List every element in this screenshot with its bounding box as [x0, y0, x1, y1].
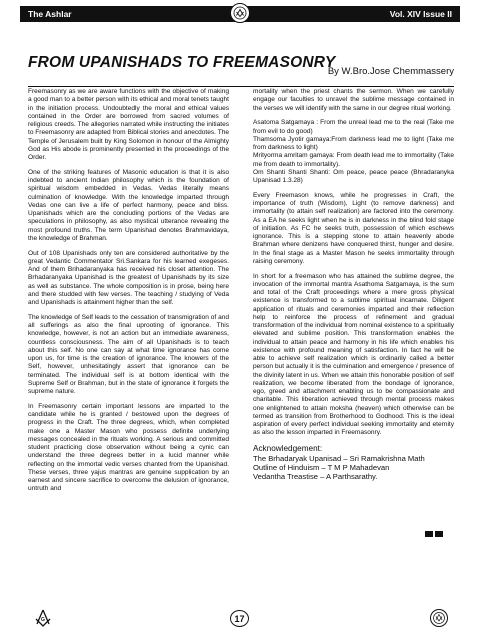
acknowledgement-heading: Acknowledgement: [253, 444, 323, 453]
paragraph: Every Freemason knows, while he progresses in Craft, the importance of truth (Wisdom), Light (to remove darkness) and immortality (to attain self realization) are factored into the ceremony. As a EA he seeks light when he is in darkness in the blind fold stage of initiation. As FC he seeks truth, possession of which eschews ignorance. This is a stepping stone to attain heavenly abode Brahman where denizens have conquered thirst, hunger and desire. In the final stage as a Master Mason he seeks immortality through raising ceremony. [253, 191, 454, 265]
article-header [28, 54, 454, 77]
acknowledgement-item: Vedantha Treastise – A Parthsarathy. [253, 472, 378, 482]
paragraph: In short for a freemason who has attained the sublime degree, the invocation of the immortal mantra Asathoma Satgamaya, is the sum and total of the Craft proceedings where a mere gross physical existence is transformed to a sublime spiritual incarnate. Diligent application of rituals and ceremonies imparted and their reflection help to reinforce the process of refinement and gradual transformation of the individual from nominal existence to a spiritually elevated and sublime position. This transformation enables the individual to attain peace and harmony in his life which enables his existence with profound meaning of satisfaction. In fact he will be able to achieve self realization which is ordinarily called a better person but actually it is the culmination and emergence / presence of the divinity latent in us. When we attain this honorable position of self realization, we become liberated from the bondage of ignorance, ego, greed and attachment enabling us to be compassionate and charitable. This liberation achieved through mental process makes one enlightened to attain moksha (heaven) which otherwise can be termed as transition from Brotherhood to Godhood. This is the ideal aspiration of every perfect individual seeking immortality and eternity as also the lesson imparted in Freemasonry. [253, 272, 454, 437]
paragraph: The knowledge of Self leads to the cessation of transmigration of and all sufferings as also the final uprooting of ignorance. This knowledge, however, is not an action but an immediate awareness, countless consciousness. The aim of all Upanishads is to teach about this self. No one can say at what time ignorance has come upon us, for time is the creation of ignorance. The knowers of the Self, however, unhesitatingly assert that ignorance can be terminated. The individual self is at bottom identical with the Supreme Self or Brahman, but in the state of ignorance it forgets the supreme nature. [28, 313, 229, 395]
lodge-seal-icon [428, 607, 450, 629]
acknowledgement-item: The Brhadaryak Upanisad – Sri Ramakrishna Math [253, 454, 425, 463]
right-column [253, 88, 454, 482]
end-mark-square [425, 531, 433, 537]
magazine-name: The Ashlar [28, 9, 72, 19]
page-number: 17 [230, 610, 249, 627]
issue-label: Vol. XIV Issue II [389, 9, 452, 19]
article-byline: By W.Bro.Jose Chemmassery [327, 66, 454, 77]
paragraph: One of the striking features of Masonic education is that it is also indebted to ancient Indian philosophy which is the foundation of spiritual wisdom embedded in Vedas. Vedas literally means culmination of knowledge. With the knowledge imparted through Vedas one can live a life of perfect harmony, peace and bliss. Upanishads which are the concluding portions of the Vedas are speculations in philosophy, as also mystical utterance revealing the most profound truths. The term Upanishad denotes Brahmavidaya, the knowledge of Brahman. [28, 168, 229, 242]
acknowledgement-item: Outline of Hinduism – T M P Mahadevan [253, 463, 390, 473]
paragraph: In Freemasonry certain important lessons are imparted to the candidate while he is granted / bestowed upon the degrees of progress in the Craft. The three degrees, which, when completed make one a Master Mason who possess definite underlying messages concealed in the rituals working. A serious and committed student practicing close observation without being a cynic can understand the three degrees better in a lucid manner while reflecting on the immortal vedic verses chanted from the Upanishad. These verses, three yajus mantras are genuine supplication by an earnest and sincere sacrifice to overcome the delusion of ignorance, untruth and [28, 402, 229, 493]
left-column [28, 88, 229, 500]
mantra-line: Mrityorma amritam gamaya: From death lead me to immortality (Take me from death to immortality). [253, 152, 454, 168]
square-and-compass-icon [32, 607, 54, 629]
svg-text:G: G [41, 617, 45, 623]
masonic-seal-icon [230, 3, 250, 23]
end-mark-square [435, 531, 443, 537]
mantra-line: Om Shanti Shanti Shanti: Om peace, peace peace (Bhradaranyka Upanisad 1.3.28) [253, 168, 454, 184]
mantra-line: Thamsoma Jyotir gamaya:From darkness lead me to light (Take me from darkness to light) [253, 135, 454, 151]
paragraph: mortality when the priest chants the sermon. When we carefully engage our faculties to unravel the sublime message contained in the verses we will identify with the same in our degree ritual working. [253, 88, 454, 112]
mantra-line: Asatoma Satgamaya : From the unreal lead me to the real (Take me from evil to do good) [253, 119, 454, 135]
paragraph: Out of 108 Upanishads only ten are considered authoritative by the great Vedantic Commentator Sri.Sankara for his learned exegeses. And of them Brihadaranyaka has received his closet attention. The Brhadaranyaka Upanishad is the greatest of Upanishads by its size as well as substance. The whole composition is in prose, being here and there studded with few verses. The teaching / studying of Veda and Upanishads is attainment higher than the self. [28, 249, 229, 306]
article-title: FROM UPANISHADS TO FREEMASONRY [28, 54, 336, 71]
paragraph: Freemasonry as we are aware functions with the objective of making a good man to a better person with its ethical and moral tenets taught in the initiation process. Undoubtedly the moral and ethical values contained in the Order are borrowed from sacred volumes of religious creeds. The allegories narrated while instructing the initiates to Freemasonry are adapted from Biblical stories and anecdotes. The Temple of Jerusalem built by King Solomon in honour of the Almighty God as His abode is prominently presented in the proceedings of the Order. [28, 88, 229, 161]
running-header [20, 6, 460, 22]
title-rule [28, 86, 454, 87]
end-of-article-mark [425, 531, 443, 537]
